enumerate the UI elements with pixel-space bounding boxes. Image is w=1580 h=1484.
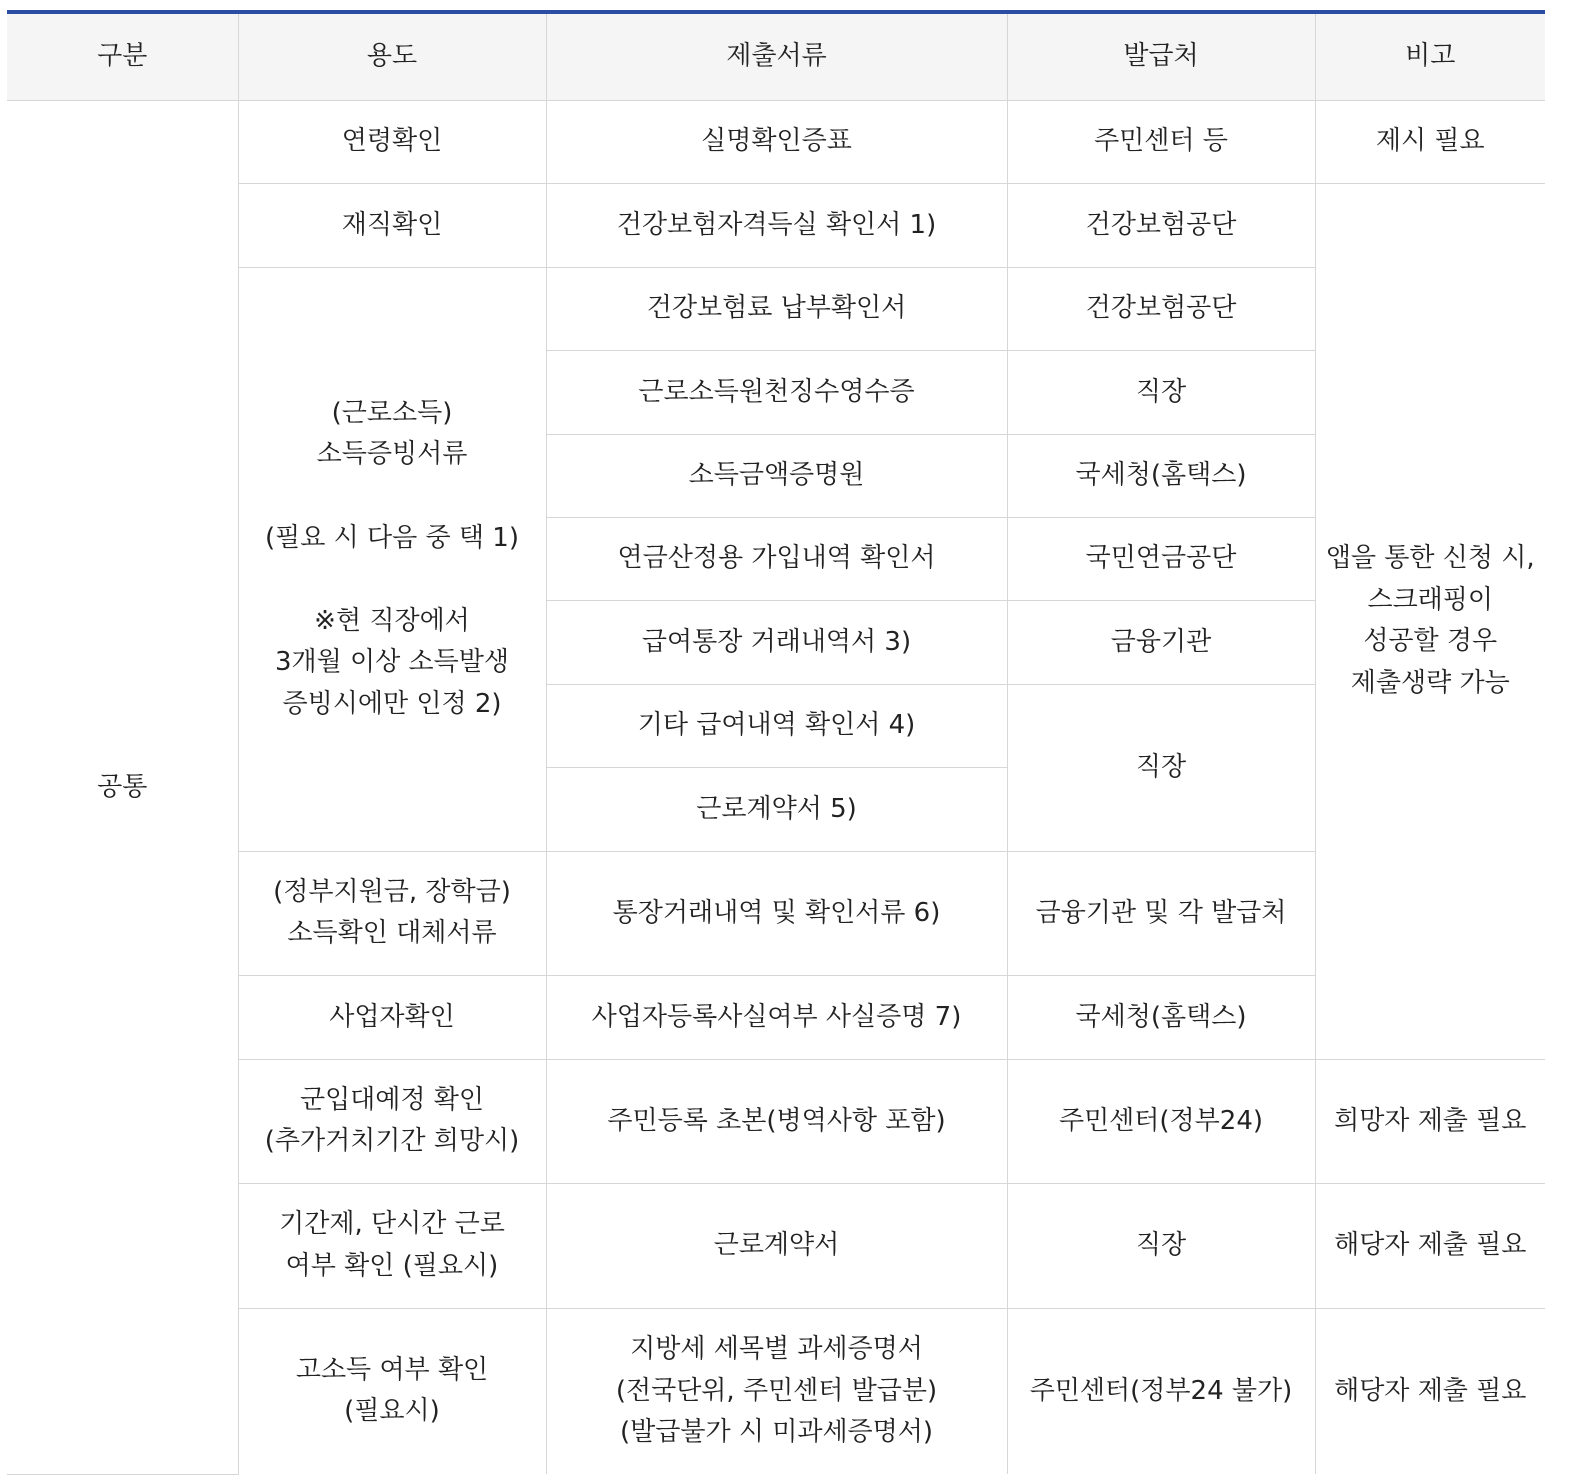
document-cell: 지방세 세목별 과세증명서 (전국단위, 주민센터 발급분) (발급불가 시 미과세증명서) xyxy=(546,1308,1007,1474)
issuer-cell: 금융기관 및 각 발급처 xyxy=(1007,851,1315,976)
purpose-cell: (정부지원금, 장학금) 소득확인 대체서류 xyxy=(238,851,546,976)
required-documents-table xyxy=(7,10,1545,1475)
header-issuer: 발급처 xyxy=(1007,12,1315,101)
issuer-cell: 주민센터 등 xyxy=(1007,101,1315,184)
remark-cell: 해당자 제출 필요 xyxy=(1315,1184,1545,1309)
issuer-cell: 금융기관 xyxy=(1007,601,1315,684)
document-cell: 근로소득원천징수영수증 xyxy=(546,351,1007,434)
purpose-cell: 기간제, 단시간 근로 여부 확인 (필요시) xyxy=(238,1184,546,1309)
table-row xyxy=(7,267,1545,350)
table-row xyxy=(7,1308,1545,1474)
document-cell: 기타 급여내역 확인서 4) xyxy=(546,684,1007,767)
document-cell: 연금산정용 가입내역 확인서 xyxy=(546,517,1007,600)
header-documents: 제출서류 xyxy=(546,12,1007,101)
document-cell: 소득금액증명원 xyxy=(546,434,1007,517)
category-common: 공통 xyxy=(7,101,238,1475)
document-cell: 통장거래내역 및 확인서류 6) xyxy=(546,851,1007,976)
document-cell: 주민등록 초본(병역사항 포함) xyxy=(546,1059,1007,1184)
issuer-cell: 직장 xyxy=(1007,351,1315,434)
document-cell: 근로계약서 xyxy=(546,1184,1007,1309)
purpose-cell: 군입대예정 확인 (추가거치기간 희망시) xyxy=(238,1059,546,1184)
remark-cell-app-scraping: 앱을 통한 신청 시, 스크래핑이 성공할 경우 제출생략 가능 xyxy=(1315,184,1545,1059)
document-cell: 사업자등록사실여부 사실증명 7) xyxy=(546,976,1007,1059)
issuer-cell: 국민연금공단 xyxy=(1007,517,1315,600)
issuer-cell: 건강보험공단 xyxy=(1007,267,1315,350)
purpose-cell: 사업자확인 xyxy=(238,976,546,1059)
header-category: 구분 xyxy=(7,12,238,101)
issuer-cell: 국세청(홈택스) xyxy=(1007,976,1315,1059)
issuer-cell: 직장 xyxy=(1007,1184,1315,1309)
remark-cell: 해당자 제출 필요 xyxy=(1315,1308,1545,1474)
purpose-cell-income-proof: (근로소득) 소득증빙서류 (필요 시 다음 중 택 1) ※현 직장에서 3개월 이상 소득발생 증빙시에만 인정 2) xyxy=(238,267,546,851)
document-cell: 급여통장 거래내역서 3) xyxy=(546,601,1007,684)
purpose-cell: 고소득 여부 확인 (필요시) xyxy=(238,1308,546,1474)
table-row xyxy=(7,1184,1545,1309)
header-remarks: 비고 xyxy=(1315,12,1545,101)
table-row xyxy=(7,184,1545,267)
document-cell: 실명확인증표 xyxy=(546,101,1007,184)
remark-cell: 희망자 제출 필요 xyxy=(1315,1059,1545,1184)
table-row xyxy=(7,976,1545,1059)
table-header-row xyxy=(7,12,1545,101)
purpose-cell: 재직확인 xyxy=(238,184,546,267)
document-cell: 건강보험자격득실 확인서 1) xyxy=(546,184,1007,267)
table-row xyxy=(7,101,1545,184)
issuer-cell: 주민센터(정부24) xyxy=(1007,1059,1315,1184)
issuer-cell: 직장 xyxy=(1007,684,1315,851)
issuer-cell: 주민센터(정부24 불가) xyxy=(1007,1308,1315,1474)
table-row xyxy=(7,851,1545,976)
remark-cell: 제시 필요 xyxy=(1315,101,1545,184)
document-cell: 건강보험료 납부확인서 xyxy=(546,267,1007,350)
table-row xyxy=(7,1059,1545,1184)
issuer-cell: 건강보험공단 xyxy=(1007,184,1315,267)
document-cell: 근로계약서 5) xyxy=(546,768,1007,851)
purpose-cell: 연령확인 xyxy=(238,101,546,184)
header-purpose: 용도 xyxy=(238,12,546,101)
issuer-cell: 국세청(홈택스) xyxy=(1007,434,1315,517)
